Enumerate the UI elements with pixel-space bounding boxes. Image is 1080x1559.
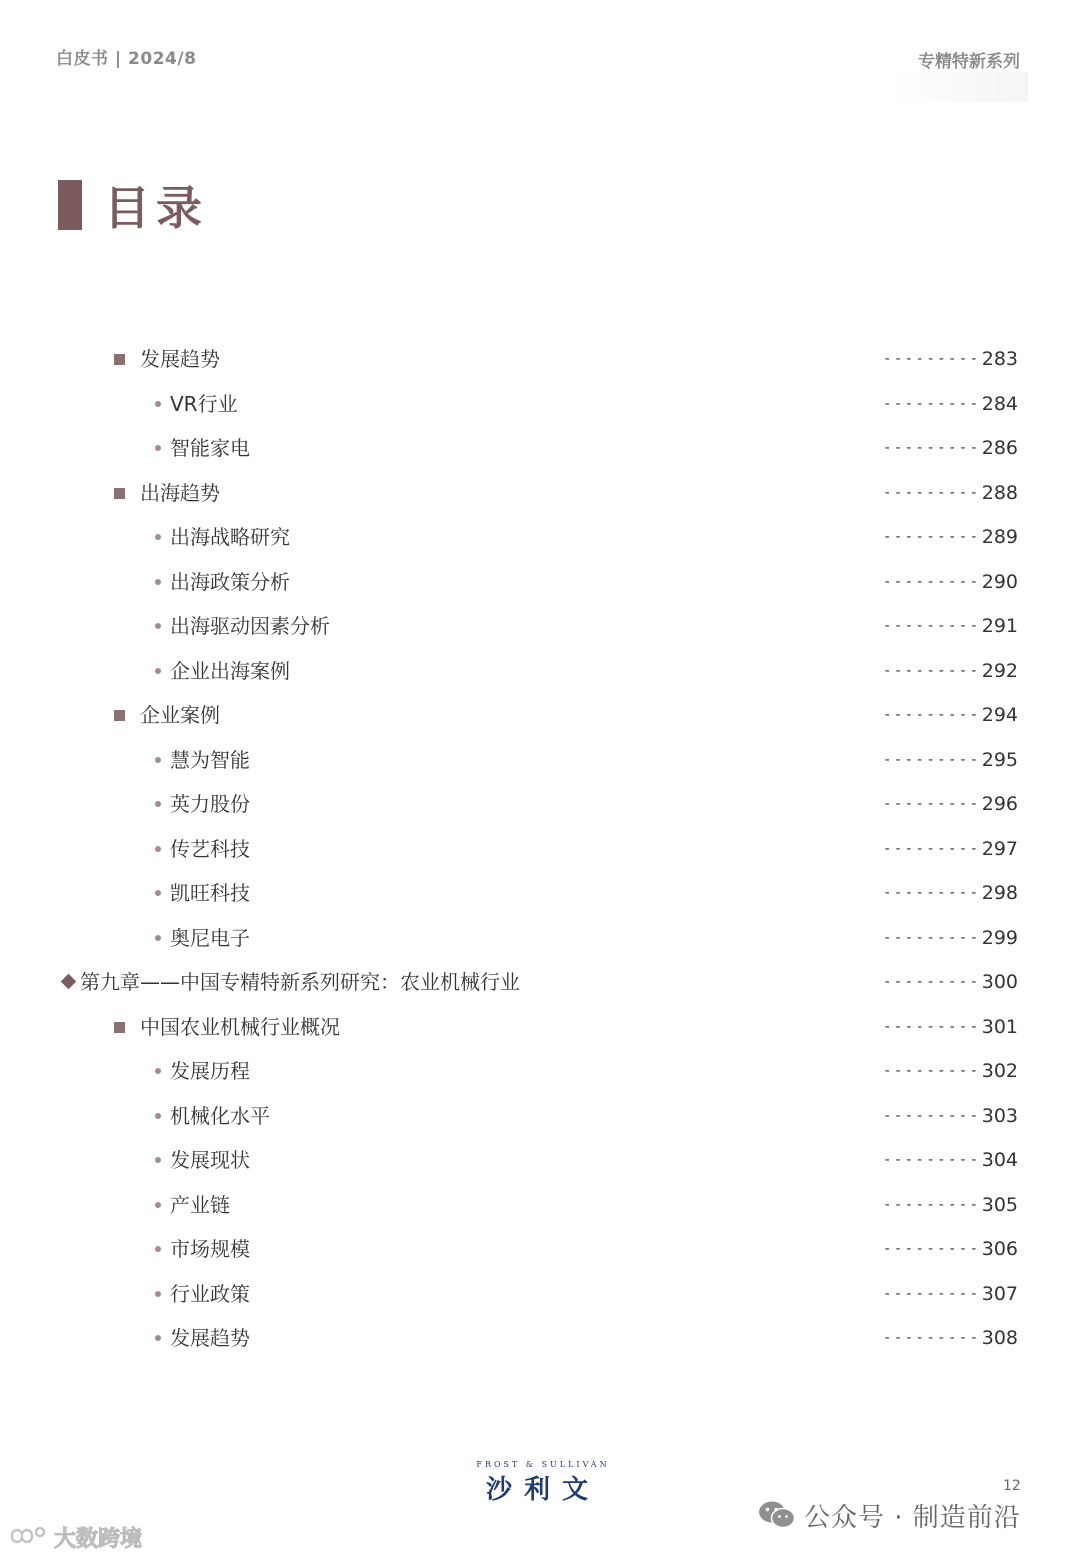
dot-bullet-icon bbox=[155, 757, 161, 763]
dot-bullet-icon bbox=[155, 579, 161, 585]
square-bullet-icon bbox=[114, 354, 125, 365]
toc-entry-leader: --------- bbox=[883, 1286, 981, 1302]
wechat-account-label: 公众号 · 制造前沿 bbox=[804, 1502, 1021, 1533]
toc-entry-leader: --------- bbox=[883, 1330, 981, 1346]
watermark bbox=[6, 1522, 142, 1553]
toc-entry-label: 慧为智能 bbox=[170, 748, 250, 772]
toc-entry[interactable] bbox=[0, 1323, 1080, 1353]
dot-bullet-icon bbox=[155, 1291, 161, 1297]
diamond-bullet-icon bbox=[61, 974, 77, 990]
toc-entry[interactable] bbox=[0, 1145, 1080, 1175]
toc-entry-page-number: 304 bbox=[981, 1149, 1018, 1171]
dot-bullet-icon bbox=[155, 1068, 161, 1074]
dot-bullet-icon bbox=[155, 1157, 161, 1163]
toc-entry-page-number: 303 bbox=[981, 1105, 1018, 1127]
toc-entry-label: 行业政策 bbox=[170, 1282, 250, 1306]
wechat-icon bbox=[758, 1500, 796, 1530]
toc-entry-page-number: 302 bbox=[981, 1060, 1018, 1082]
header-right-text: 专精特新系列 bbox=[918, 52, 1020, 72]
toc-entry-page-number: 295 bbox=[981, 749, 1018, 771]
page-title: 目录 bbox=[104, 181, 208, 235]
toc-entry-label: 发展历程 bbox=[170, 1059, 250, 1083]
toc-entry-leader: --------- bbox=[883, 1241, 981, 1257]
toc-entry-page-number: 297 bbox=[981, 838, 1018, 860]
toc-entry-label: 企业案例 bbox=[140, 703, 220, 727]
toc-entry-leader: --------- bbox=[883, 841, 981, 857]
wechat-account-tag bbox=[758, 1498, 1021, 1532]
toc-entry-label: 发展趋势 bbox=[170, 1326, 250, 1350]
toc-entry[interactable] bbox=[0, 522, 1080, 552]
dot-bullet-icon bbox=[155, 846, 161, 852]
toc-entry-label: 出海驱动因素分析 bbox=[170, 614, 330, 638]
toc-entry-leader: --------- bbox=[883, 351, 981, 367]
toc-entry[interactable] bbox=[0, 1056, 1080, 1086]
toc-entry-page-number: 307 bbox=[981, 1283, 1018, 1305]
toc-entry-page-number: 299 bbox=[981, 927, 1018, 949]
toc-entry-leader: --------- bbox=[883, 396, 981, 412]
toc-entry[interactable] bbox=[0, 1190, 1080, 1220]
toc-entry-leader: --------- bbox=[883, 930, 981, 946]
toc-entry-leader: --------- bbox=[883, 440, 981, 456]
toc-entry[interactable] bbox=[0, 967, 1080, 997]
toc-entry-leader: --------- bbox=[883, 885, 981, 901]
watermark-text: 大数跨境 bbox=[54, 1527, 143, 1552]
toc-entry[interactable] bbox=[0, 700, 1080, 730]
dot-bullet-icon bbox=[155, 668, 161, 674]
dot-bullet-icon bbox=[155, 890, 161, 896]
toc-entry[interactable] bbox=[0, 834, 1080, 864]
toc-entry-page-number: 289 bbox=[981, 526, 1018, 548]
dot-bullet-icon bbox=[155, 445, 161, 451]
toc-entry-label: 中国农业机械行业概况 bbox=[140, 1015, 340, 1039]
toc-entry-leader: --------- bbox=[883, 529, 981, 545]
toc-entry[interactable] bbox=[0, 1101, 1080, 1131]
toc-entry-page-number: 300 bbox=[981, 971, 1018, 993]
toc-entry[interactable] bbox=[0, 478, 1080, 508]
toc-entry[interactable] bbox=[0, 611, 1080, 641]
toc-entry-label: 企业出海案例 bbox=[170, 659, 290, 683]
toc-entry-leader: --------- bbox=[883, 752, 981, 768]
toc-entry-label: 发展趋势 bbox=[140, 347, 220, 371]
dot-bullet-icon bbox=[155, 1113, 161, 1119]
toc-entry-leader: --------- bbox=[883, 1063, 981, 1079]
toc-entry[interactable] bbox=[0, 344, 1080, 374]
watermark-logo-icon bbox=[6, 1524, 48, 1552]
toc-entry-label: 凯旺科技 bbox=[170, 881, 250, 905]
toc-entry-label: 智能家电 bbox=[170, 436, 250, 460]
dot-bullet-icon bbox=[155, 623, 161, 629]
toc-entry[interactable] bbox=[0, 1234, 1080, 1264]
dot-bullet-icon bbox=[155, 1246, 161, 1252]
square-bullet-icon bbox=[114, 710, 125, 721]
toc-entry[interactable] bbox=[0, 1012, 1080, 1042]
toc-entry-leader: --------- bbox=[883, 1019, 981, 1035]
toc-entry-label: 出海政策分析 bbox=[170, 570, 290, 594]
toc-entry-page-number: 283 bbox=[981, 348, 1018, 370]
toc-entry[interactable] bbox=[0, 789, 1080, 819]
toc-entry[interactable] bbox=[0, 656, 1080, 686]
toc-entry-page-number: 290 bbox=[981, 571, 1018, 593]
toc-entry-leader: --------- bbox=[883, 485, 981, 501]
toc-entry-page-number: 301 bbox=[981, 1016, 1018, 1038]
dot-bullet-icon bbox=[155, 534, 161, 540]
toc-entry[interactable] bbox=[0, 923, 1080, 953]
logo-english-text: FROST & SULLIVAN bbox=[476, 1460, 610, 1469]
toc-entry-label: 第九章——中国专精特新系列研究：农业机械行业 bbox=[80, 970, 520, 994]
toc-entry-label: 出海战略研究 bbox=[170, 525, 290, 549]
dot-bullet-icon bbox=[155, 1335, 161, 1341]
toc-entry-label: 发展现状 bbox=[170, 1148, 250, 1172]
toc-entry-label: 出海趋势 bbox=[140, 481, 220, 505]
toc-entry-leader: --------- bbox=[883, 1108, 981, 1124]
toc-entry-page-number: 306 bbox=[981, 1238, 1018, 1260]
toc-entry-label: VR行业 bbox=[170, 392, 238, 416]
dot-bullet-icon bbox=[155, 935, 161, 941]
toc-entry[interactable] bbox=[0, 745, 1080, 775]
toc-entry-leader: --------- bbox=[883, 707, 981, 723]
page-number: 12 bbox=[1003, 1478, 1021, 1494]
toc-entry-leader: --------- bbox=[883, 663, 981, 679]
toc-entry-page-number: 294 bbox=[981, 704, 1018, 726]
header-decoration bbox=[888, 72, 1028, 102]
header-left-text: 白皮书 | 2024/8 bbox=[56, 49, 197, 69]
toc-entry-leader: --------- bbox=[883, 1197, 981, 1213]
toc-entry-leader: --------- bbox=[883, 796, 981, 812]
logo-chinese-text: 沙利文 bbox=[485, 1475, 600, 1505]
square-bullet-icon bbox=[114, 1022, 125, 1033]
toc-entry[interactable] bbox=[0, 389, 1080, 419]
frost-sullivan-logo bbox=[468, 1460, 618, 1505]
toc-entry-page-number: 291 bbox=[981, 615, 1018, 637]
toc-entry-page-number: 296 bbox=[981, 793, 1018, 815]
toc-entry-page-number: 292 bbox=[981, 660, 1018, 682]
toc-entry-page-number: 308 bbox=[981, 1327, 1018, 1349]
toc-entry-page-number: 288 bbox=[981, 482, 1018, 504]
square-bullet-icon bbox=[114, 488, 125, 499]
toc-entry-label: 英力股份 bbox=[170, 792, 250, 816]
toc-entry-leader: --------- bbox=[883, 1152, 981, 1168]
toc-entry-page-number: 286 bbox=[981, 437, 1018, 459]
toc-entry-page-number: 298 bbox=[981, 882, 1018, 904]
toc-entry-label: 产业链 bbox=[170, 1193, 230, 1217]
toc-entry-leader: --------- bbox=[883, 618, 981, 634]
toc-entry-label: 市场规模 bbox=[170, 1237, 250, 1261]
toc-entry-label: 机械化水平 bbox=[170, 1104, 270, 1128]
dot-bullet-icon bbox=[155, 401, 161, 407]
toc-entry-leader: --------- bbox=[883, 574, 981, 590]
dot-bullet-icon bbox=[155, 801, 161, 807]
toc-entry[interactable] bbox=[0, 567, 1080, 597]
toc-entry[interactable] bbox=[0, 878, 1080, 908]
toc-entry[interactable] bbox=[0, 433, 1080, 463]
toc-entry-label: 传艺科技 bbox=[170, 837, 250, 861]
toc-entry-leader: --------- bbox=[883, 974, 981, 990]
toc-entry[interactable] bbox=[0, 1279, 1080, 1309]
title-accent-bar bbox=[58, 180, 82, 230]
toc-entry-page-number: 305 bbox=[981, 1194, 1018, 1216]
toc-entry-page-number: 284 bbox=[981, 393, 1018, 415]
dot-bullet-icon bbox=[155, 1202, 161, 1208]
toc-entry-label: 奥尼电子 bbox=[170, 926, 250, 950]
